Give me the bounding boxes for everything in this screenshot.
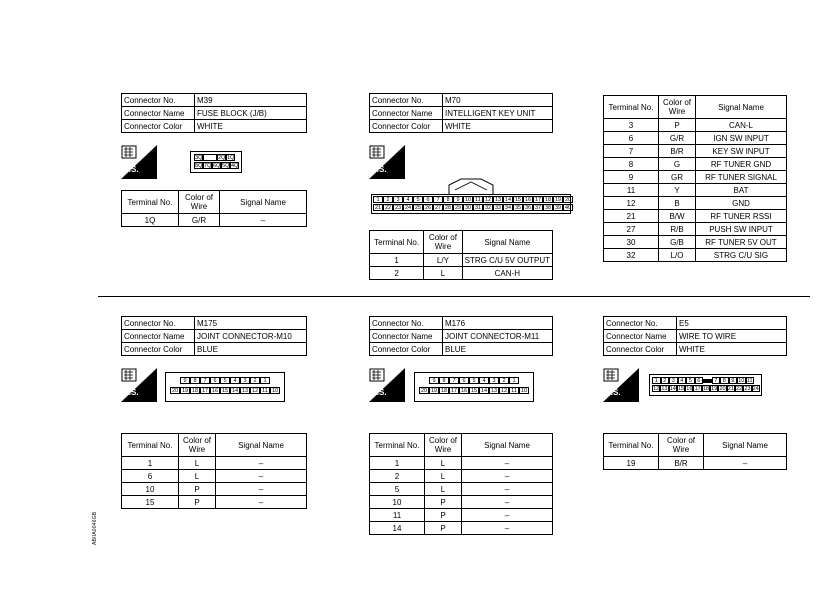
pin: 21 — [374, 205, 382, 211]
terminal-table-m39 — [121, 190, 307, 227]
signal-name: RF TUNER RSSI — [696, 210, 787, 223]
wire-color: B/R — [659, 457, 704, 470]
signal-name: STRG C/U 5V OUTPUT — [462, 254, 552, 267]
value-connector-name: JOINT CONNECTOR-M10 — [195, 330, 307, 343]
signal-name: KEY SW INPUT — [696, 145, 787, 158]
terminal-no: 11 — [604, 184, 659, 197]
table-row — [604, 145, 787, 158]
wire-color: L — [179, 470, 216, 483]
pin: 24 — [404, 205, 412, 211]
value-connector-no: M175 — [195, 317, 307, 330]
pin: 12 — [484, 197, 492, 203]
signal-name: CAN-H — [462, 267, 552, 280]
connector-face-m70 — [369, 178, 573, 216]
pin: 11 — [260, 387, 270, 394]
pin: 22 — [736, 386, 743, 392]
pin-blank — [203, 154, 217, 161]
terminal-no: 5 — [370, 483, 425, 496]
table-row — [122, 214, 307, 227]
connector-m70-block — [369, 93, 553, 133]
pin: 36 — [524, 205, 532, 211]
pin: 18 — [440, 388, 448, 394]
pin: 3Q — [195, 155, 203, 161]
pin: 4Q — [231, 163, 239, 169]
pin: 6 — [459, 377, 469, 384]
value-connector-color: WHITE — [677, 343, 787, 356]
wire-color: P — [425, 509, 462, 522]
wire-color: Y — [659, 184, 696, 197]
pin: 10 — [520, 388, 528, 394]
signal-name: – — [462, 509, 553, 522]
pin: 19 — [430, 388, 438, 394]
table-row — [604, 132, 787, 145]
signal-name: – — [216, 496, 307, 509]
table-row — [604, 171, 787, 184]
terminal-table-m70-continued — [603, 95, 787, 262]
pin: 10 — [464, 197, 472, 203]
pin: 7Q — [204, 163, 212, 169]
pin: 20 — [719, 386, 726, 392]
header-wire-color: Color of Wire — [659, 434, 704, 457]
value-connector-no: M176 — [443, 317, 553, 330]
header-terminal: Terminal No. — [122, 191, 179, 214]
signal-name: – — [462, 483, 553, 496]
table-row — [604, 184, 787, 197]
signal-name: – — [216, 470, 307, 483]
pin: 8 — [720, 377, 729, 384]
wire-color: L/O — [659, 249, 696, 262]
header-signal: Signal Name — [704, 434, 787, 457]
hs-icon — [603, 368, 639, 402]
terminal-no: 1 — [370, 457, 425, 470]
pin: 20 — [420, 388, 428, 394]
label-connector-no: Connector No. — [122, 94, 195, 107]
table-row — [370, 470, 553, 483]
pin: 8 — [443, 196, 453, 203]
pin: 19 — [181, 388, 189, 394]
hs-label: H.S. — [605, 388, 621, 397]
pin: 1Q — [227, 155, 235, 161]
terminal-no: 27 — [604, 223, 659, 236]
hs-label: H.S. — [371, 165, 387, 174]
label-connector-no: Connector No. — [370, 317, 443, 330]
pin: 14 — [669, 386, 676, 392]
pin: 8Q — [195, 163, 203, 169]
signal-name: – — [462, 522, 553, 535]
terminal-table-m176 — [369, 433, 553, 535]
table-row — [122, 483, 307, 496]
signal-name: CAN-L — [696, 119, 787, 132]
table-row — [370, 483, 553, 496]
pin: 4 — [479, 377, 489, 384]
terminal-table-m70 — [369, 230, 553, 280]
header-terminal: Terminal No. — [370, 434, 425, 457]
label-connector-no: Connector No. — [604, 317, 677, 330]
header-signal: Signal Name — [696, 96, 787, 119]
header-signal: Signal Name — [216, 434, 307, 457]
table-row — [370, 496, 553, 509]
pin: 9 — [453, 196, 463, 203]
table-row — [604, 249, 787, 262]
pin: 38 — [544, 205, 552, 211]
wire-color: G/R — [179, 214, 220, 227]
wire-color: P — [425, 522, 462, 535]
terminal-no: 9 — [604, 171, 659, 184]
pin: 17 — [694, 386, 701, 392]
header-terminal: Terminal No. — [604, 434, 659, 457]
signal-name: – — [216, 483, 307, 496]
pin: 7 — [433, 196, 443, 203]
label-connector-color: Connector Color — [370, 120, 443, 133]
pin: 2 — [383, 196, 393, 203]
signal-name: – — [462, 457, 553, 470]
table-row — [122, 457, 307, 470]
connector-m176-block — [369, 316, 553, 356]
hs-icon — [121, 145, 157, 179]
value-connector-name: WIRE TO WIRE — [677, 330, 787, 343]
connector-m39-block — [121, 93, 307, 133]
terminal-no: 8 — [604, 158, 659, 171]
label-connector-color: Connector Color — [604, 343, 677, 356]
table-row — [122, 470, 307, 483]
pin: 35 — [514, 205, 522, 211]
pin: 2 — [499, 377, 509, 384]
pin: 11 — [746, 378, 753, 384]
signal-name: – — [462, 470, 553, 483]
pin: 16 — [524, 197, 532, 203]
hs-label: H.S. — [123, 388, 139, 397]
value-connector-color: BLUE — [443, 343, 553, 356]
pin: 17 — [450, 388, 458, 394]
pin: 6 — [423, 196, 433, 203]
terminal-no: 15 — [122, 496, 179, 509]
terminal-no: 2 — [370, 470, 425, 483]
label-connector-name: Connector Name — [122, 107, 195, 120]
wire-color: L — [425, 457, 462, 470]
pin: 16 — [460, 388, 468, 394]
label-connector-no: Connector No. — [370, 94, 443, 107]
pin: 14 — [504, 197, 512, 203]
signal-name: IGN SW INPUT — [696, 132, 787, 145]
pin: 4 — [678, 377, 687, 384]
header-signal: Signal Name — [462, 434, 553, 457]
pin: 11 — [509, 387, 519, 394]
header-wire-color: Color of Wire — [659, 96, 696, 119]
pin: 24 — [752, 386, 759, 392]
signal-name: PUSH SW INPUT — [696, 223, 787, 236]
pin: 15 — [677, 386, 685, 392]
signal-name: RF TUNER GND — [696, 158, 787, 171]
pin: 1 — [509, 377, 519, 384]
pin: 33 — [494, 205, 502, 211]
wire-color: B — [659, 197, 696, 210]
label-connector-color: Connector Color — [122, 343, 195, 356]
pin: 3 — [393, 196, 403, 203]
pin: 3 — [489, 377, 499, 384]
pin: 7 — [712, 377, 721, 384]
pin: 11 — [473, 196, 483, 203]
pin: 40 — [564, 205, 572, 211]
signal-name: RF TUNER SIGNAL — [696, 171, 787, 184]
wire-color: L/Y — [424, 254, 462, 267]
pin: 26 — [424, 205, 432, 211]
pin: 5 — [686, 377, 695, 384]
wire-color: B/R — [659, 145, 696, 158]
pin: 16 — [686, 386, 693, 392]
terminal-table-e5 — [603, 433, 787, 470]
pin: 6Q — [213, 163, 221, 169]
section-divider — [98, 296, 810, 297]
table-row — [604, 236, 787, 249]
pin: 13 — [241, 388, 249, 394]
table-row — [370, 254, 553, 267]
pin: 2 — [250, 377, 260, 384]
pin: 17 — [534, 197, 542, 203]
label-connector-color: Connector Color — [122, 120, 195, 133]
table-row — [370, 457, 553, 470]
wire-color: P — [179, 483, 216, 496]
wire-color: G/R — [659, 132, 696, 145]
pin: 6 — [695, 377, 704, 384]
table-row — [370, 509, 553, 522]
table-row — [122, 496, 307, 509]
pin: 37 — [534, 205, 542, 211]
connector-face-m175 — [165, 372, 285, 402]
table-row — [604, 223, 787, 236]
pin: 2 — [661, 377, 670, 384]
pin: 15 — [514, 197, 522, 203]
pin: 3 — [669, 377, 678, 384]
pin: 8 — [190, 377, 200, 384]
value-connector-no: M39 — [195, 94, 307, 107]
pin: 4 — [230, 377, 240, 384]
header-terminal: Terminal No. — [604, 96, 659, 119]
terminal-no: 6 — [122, 470, 179, 483]
terminal-no: 1 — [370, 254, 424, 267]
pin: 22 — [384, 205, 392, 211]
pin: 29 — [454, 205, 462, 211]
pin: 10 — [738, 378, 745, 384]
pin: 14 — [480, 388, 488, 394]
signal-name: – — [704, 457, 787, 470]
label-connector-name: Connector Name — [122, 330, 195, 343]
header-wire-color: Color of Wire — [179, 191, 220, 214]
pin: 7 — [200, 377, 210, 384]
wire-color: P — [179, 496, 216, 509]
pin: 16 — [211, 388, 219, 394]
pin: 7 — [449, 377, 459, 384]
figure-code: ABIIA0046GB — [92, 511, 98, 545]
header-signal: Signal Name — [220, 191, 307, 214]
pin: 23 — [744, 386, 751, 392]
hs-icon — [121, 368, 157, 402]
signal-name: – — [216, 457, 307, 470]
terminal-no: 14 — [370, 522, 425, 535]
pin: 5Q — [222, 163, 230, 169]
signal-name: GND — [696, 197, 787, 210]
terminal-no: 10 — [122, 483, 179, 496]
hs-icon — [369, 368, 405, 402]
terminal-no: 1Q — [122, 214, 179, 227]
pin: 39 — [554, 205, 562, 211]
hs-icon — [369, 145, 405, 179]
pin: 9 — [429, 377, 439, 384]
signal-name: – — [462, 496, 553, 509]
value-connector-no: M70 — [443, 94, 553, 107]
terminal-no: 10 — [370, 496, 425, 509]
wire-color: R/B — [659, 223, 696, 236]
pin: 5 — [469, 377, 479, 384]
pin: 30 — [464, 205, 472, 211]
pin: 15 — [221, 388, 229, 394]
terminal-table-m175 — [121, 433, 307, 509]
pin: 13 — [494, 197, 502, 203]
pin: 12 — [653, 386, 660, 392]
wire-color: GR — [659, 171, 696, 184]
value-connector-color: BLUE — [195, 343, 307, 356]
wire-color: L — [179, 457, 216, 470]
pin: 12 — [251, 388, 259, 394]
value-connector-name: INTELLIGENT KEY UNIT — [443, 107, 553, 120]
header-terminal: Terminal No. — [122, 434, 179, 457]
pin: 20 — [171, 388, 179, 394]
pin: 17 — [201, 388, 209, 394]
signal-name: STRG C/U SIG — [696, 249, 787, 262]
wire-color: B/W — [659, 210, 696, 223]
table-row — [370, 267, 553, 280]
terminal-no: 11 — [370, 509, 425, 522]
pin: 4 — [403, 196, 413, 203]
wire-color: P — [425, 496, 462, 509]
pin: 21 — [727, 386, 734, 392]
label-connector-name: Connector Name — [370, 107, 443, 120]
terminal-no: 19 — [604, 457, 659, 470]
pin: 27 — [434, 205, 442, 211]
pin: 3 — [240, 377, 250, 384]
pin: 14 — [231, 388, 239, 394]
table-row — [604, 457, 787, 470]
value-connector-color: WHITE — [195, 120, 307, 133]
pin: 32 — [484, 205, 492, 211]
wire-color: G — [659, 158, 696, 171]
connector-m175-block — [121, 316, 307, 356]
pin: 12 — [500, 388, 508, 394]
wire-color: G/B — [659, 236, 696, 249]
terminal-no: 6 — [604, 132, 659, 145]
label-connector-color: Connector Color — [370, 343, 443, 356]
pin: 6 — [210, 377, 220, 384]
value-connector-no: E5 — [677, 317, 787, 330]
connector-face-m176 — [414, 372, 534, 402]
terminal-no: 7 — [604, 145, 659, 158]
pin: 28 — [444, 205, 452, 211]
pin: 9 — [729, 377, 738, 384]
connector-face-e5 — [649, 374, 762, 396]
header-wire-color: Color of Wire — [424, 231, 462, 254]
wire-color: L — [425, 483, 462, 496]
wire-color: P — [659, 119, 696, 132]
pin: 19 — [711, 386, 718, 392]
connector-e5-block — [603, 316, 787, 356]
label-connector-no: Connector No. — [122, 317, 195, 330]
terminal-no: 1 — [122, 457, 179, 470]
pin: 15 — [470, 388, 478, 394]
pin: 5 — [413, 196, 423, 203]
table-row — [604, 119, 787, 132]
pin: 34 — [504, 205, 512, 211]
header-terminal: Terminal No. — [370, 231, 424, 254]
pin: 23 — [394, 205, 402, 211]
pin: 19 — [554, 197, 562, 203]
terminal-no: 30 — [604, 236, 659, 249]
header-wire-color: Color of Wire — [425, 434, 462, 457]
pin: 20 — [564, 197, 572, 203]
connector-face-m39 — [190, 151, 242, 173]
pin: 9 — [180, 377, 190, 384]
connector-info-table — [121, 93, 307, 133]
header-wire-color: Color of Wire — [179, 434, 216, 457]
signal-name: BAT — [696, 184, 787, 197]
pin-key — [703, 379, 712, 383]
value-connector-name: JOINT CONNECTOR-M11 — [443, 330, 553, 343]
header-signal: Signal Name — [462, 231, 552, 254]
value-connector-name: FUSE BLOCK (J/B) — [195, 107, 307, 120]
pin: 1 — [260, 377, 270, 384]
pin: 25 — [414, 205, 422, 211]
pin: 18 — [702, 386, 709, 392]
pin: 5 — [220, 377, 230, 384]
pin: 8 — [439, 377, 449, 384]
pin: 18 — [544, 197, 552, 203]
pin: 31 — [474, 205, 482, 211]
pin: 13 — [661, 386, 668, 392]
value-connector-color: WHITE — [443, 120, 553, 133]
table-row — [604, 158, 787, 171]
terminal-no: 21 — [604, 210, 659, 223]
pin: 2Q — [218, 155, 226, 161]
signal-name: – — [220, 214, 307, 227]
terminal-no: 3 — [604, 119, 659, 132]
wire-color: L — [424, 267, 462, 280]
terminal-no: 12 — [604, 197, 659, 210]
table-row — [604, 197, 787, 210]
wire-color: L — [425, 470, 462, 483]
hs-label: H.S. — [371, 388, 387, 397]
hs-label: H.S. — [123, 165, 139, 174]
pin: 1 — [652, 377, 661, 384]
pin: 10 — [271, 388, 279, 394]
label-connector-name: Connector Name — [604, 330, 677, 343]
signal-name: RF TUNER 5V OUT — [696, 236, 787, 249]
terminal-no: 2 — [370, 267, 424, 280]
terminal-no: 32 — [604, 249, 659, 262]
pin: 13 — [490, 388, 498, 394]
pin: 18 — [191, 388, 199, 394]
table-row — [604, 210, 787, 223]
table-row — [370, 522, 553, 535]
pin: 1 — [373, 196, 383, 203]
label-connector-name: Connector Name — [370, 330, 443, 343]
